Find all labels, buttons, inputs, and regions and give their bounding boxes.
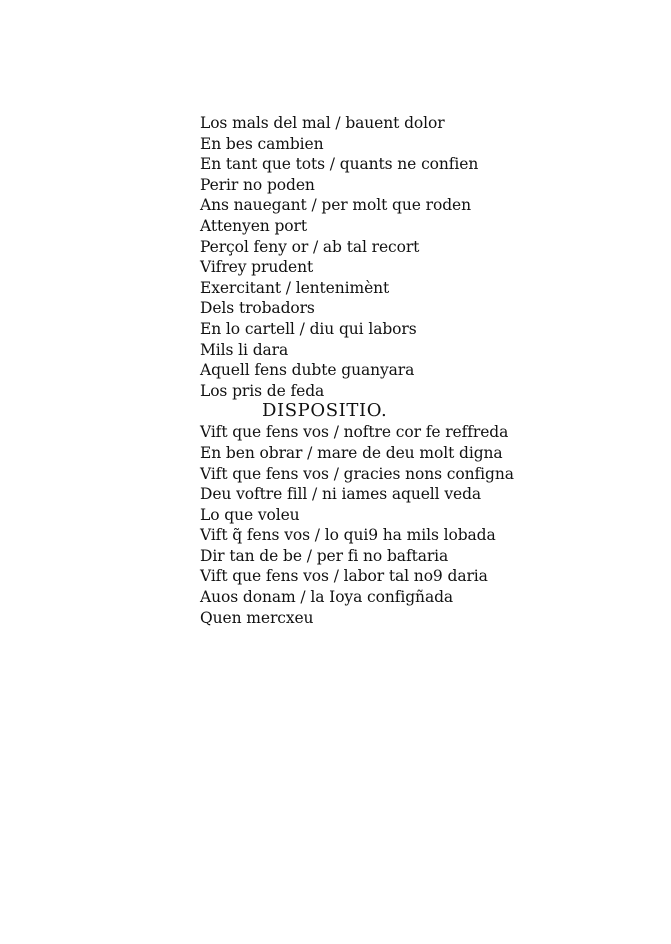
poem-line: Dir tan de be / per fi no baftaria	[200, 546, 449, 565]
section-heading: DISPOSITIO.	[262, 400, 388, 422]
poem-line: Attenyen port	[200, 216, 307, 235]
poem-line: En ben obrar / mare de deu molt digna	[200, 443, 503, 462]
poem-line: Exercitant / lentenimènt	[200, 278, 390, 297]
poem-line: Vift que fens vos / gracies nons configna	[200, 464, 514, 483]
poem-line: Lo que voleu	[200, 505, 300, 524]
poem-line: En lo cartell / diu qui labors	[200, 319, 417, 338]
poem-line: Ans nauegant / per molt que roden	[200, 196, 471, 215]
poem-line: Vift q̃ fens vos / lo qui9 ha mils lobada	[200, 526, 496, 545]
poem-line: Vifrey prudent	[200, 258, 314, 277]
poem-line: Los pris de feda	[200, 381, 325, 400]
poem-line: Mils li dara	[200, 340, 289, 359]
poem-line: Dels trobadors	[200, 299, 315, 318]
poem-line: Deu voftre fill / ni iames aquell veda	[200, 485, 482, 504]
poem-line: En tant que tots / quants ne confien	[200, 155, 479, 174]
poem-line: Perçol feny or / ab tal recort	[200, 237, 420, 256]
poem-line: En bes cambien	[200, 134, 324, 153]
poem-line: Los mals del mal / bauent dolor	[200, 114, 445, 132]
poem-line: Perir no poden	[200, 175, 315, 194]
poem-line: Aquell fens dubte guanyara	[200, 361, 415, 380]
poem-line: Quen mercxeu	[200, 608, 314, 627]
poem-line: Vift que fens vos / labor tal no9 daria	[200, 567, 488, 586]
poem-line: Vift que fens vos / noftre cor fe reffreda	[200, 423, 509, 442]
poem-line: Auos donam / la Ioya configñada	[200, 588, 454, 607]
poem-text	[200, 113, 620, 628]
